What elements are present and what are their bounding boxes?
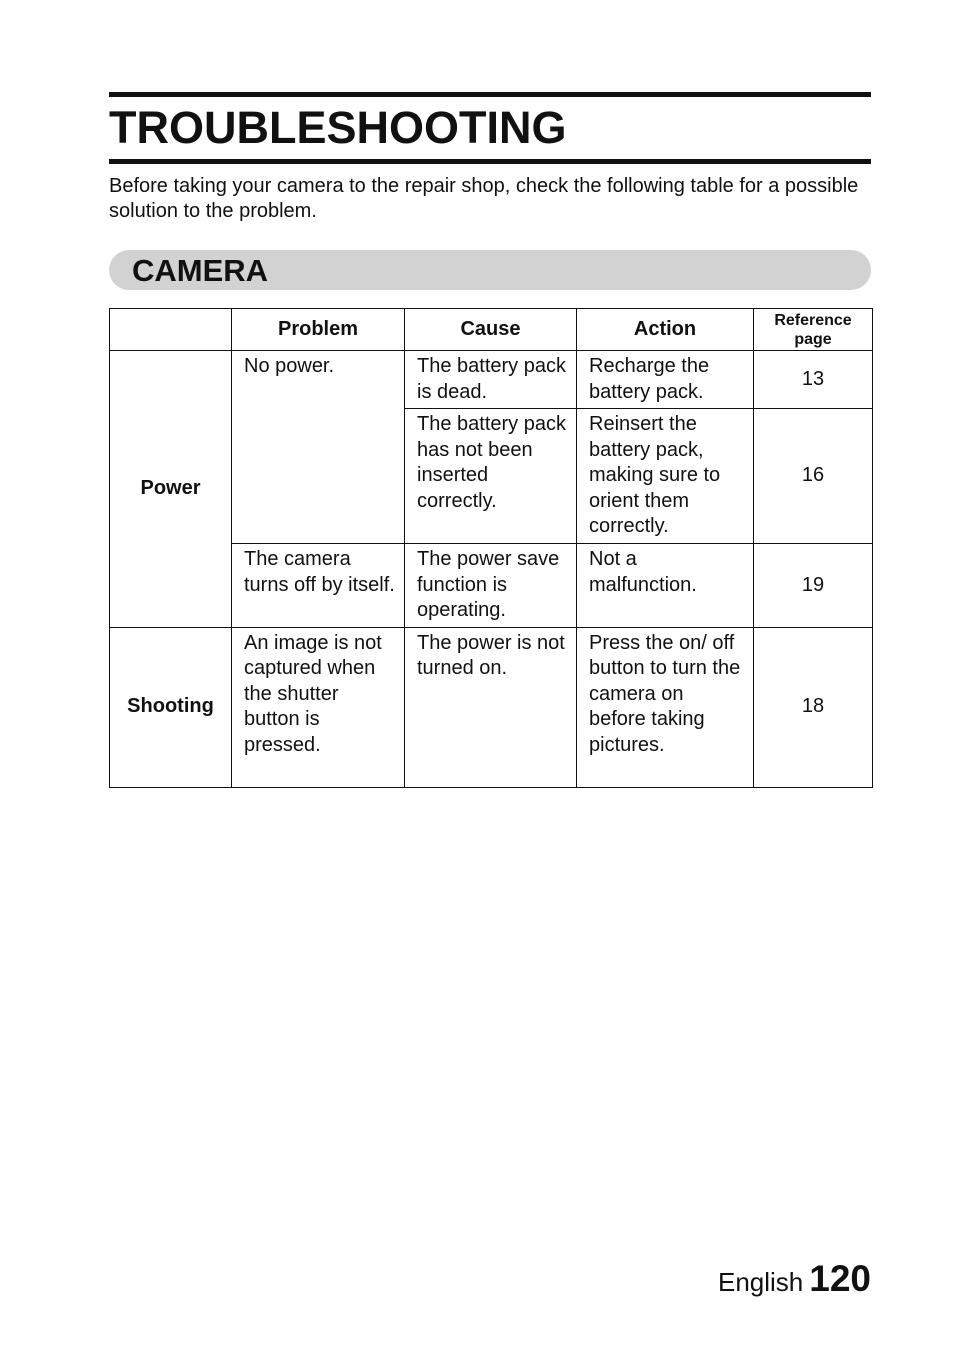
- section-header: [109, 250, 871, 290]
- reference-page-cell: 13: [754, 351, 873, 409]
- cause-cell: The battery pack has not been inserted correctly.: [405, 409, 577, 544]
- page-footer: [718, 1258, 871, 1300]
- table-row: [110, 627, 873, 787]
- reference-page-cell: 16: [754, 409, 873, 544]
- troubleshooting-table: [109, 308, 873, 788]
- cause-cell: The power save function is operating.: [405, 544, 577, 628]
- cause-cell: The power is not turned on.: [405, 627, 577, 787]
- header-action: Action: [577, 309, 754, 351]
- category-power: Power: [110, 351, 232, 628]
- action-cell: Reinsert the battery pack, making sure to orient them correctly.: [577, 409, 754, 544]
- title-block: [109, 92, 871, 164]
- problem-cell: The camera turns off by itself.: [232, 544, 405, 628]
- action-cell: Not a malfunction.: [577, 544, 754, 628]
- header-reference: [754, 309, 873, 351]
- header-cause: Cause: [405, 309, 577, 351]
- footer-language: English: [717, 1267, 804, 1297]
- section-title: CAMERA: [132, 253, 269, 288]
- header-reference-line1: Reference: [774, 311, 852, 329]
- header-problem: Problem: [232, 309, 405, 351]
- category-shooting: Shooting: [110, 627, 232, 787]
- header-reference-line2: page: [794, 330, 832, 348]
- page-number: 120: [809, 1258, 871, 1299]
- problem-cell: No power.: [232, 351, 405, 544]
- intro-text: Before taking your camera to the repair shop, check the following table for a possible solution to the problem.: [109, 175, 859, 222]
- page-title: TROUBLESHOOTING: [109, 102, 567, 153]
- cause-cell: The battery pack is dead.: [405, 351, 577, 409]
- table-row: [110, 351, 873, 409]
- reference-page-cell: 19: [754, 544, 873, 628]
- action-cell: Recharge the battery pack.: [577, 351, 754, 409]
- problem-cell: An image is not captured when the shutter button is pressed.: [232, 627, 405, 787]
- action-cell: Press the on/ off button to turn the camera on before taking pictures.: [577, 627, 754, 787]
- table-header-row: [110, 309, 873, 351]
- reference-page-cell: 18: [754, 627, 873, 787]
- header-category: [110, 309, 232, 351]
